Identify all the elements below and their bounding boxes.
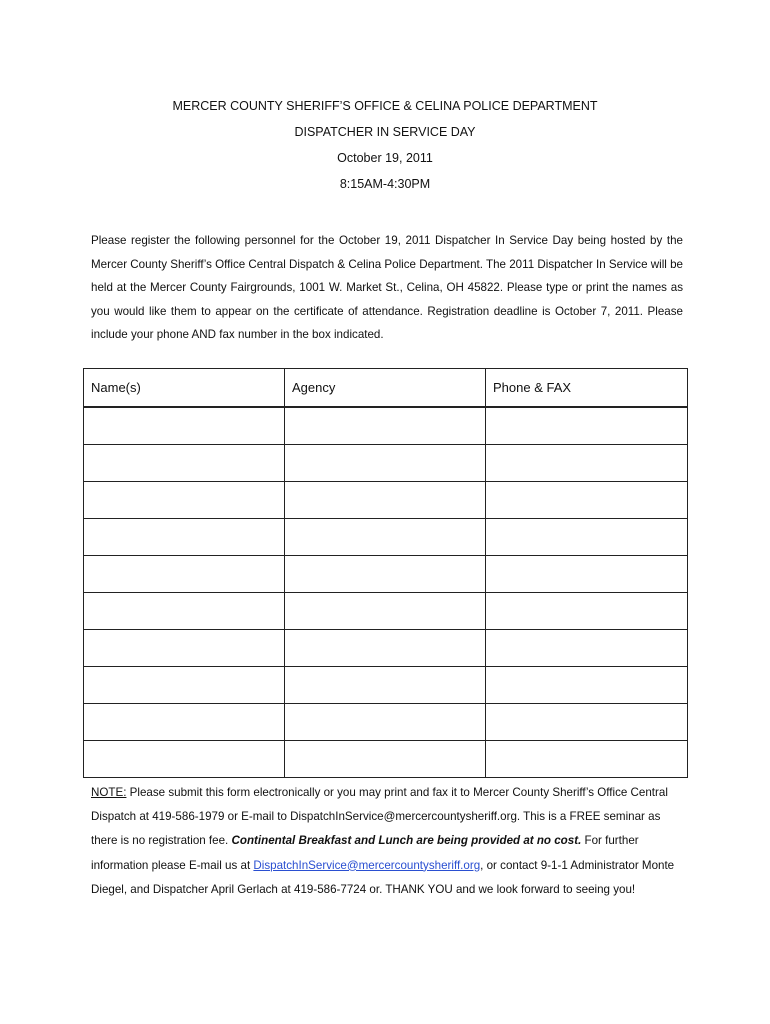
agency-cell[interactable] xyxy=(285,556,486,593)
name-cell[interactable] xyxy=(84,667,285,704)
phone-fax-cell[interactable] xyxy=(486,593,688,630)
phone-fax-cell[interactable] xyxy=(486,630,688,667)
note-paragraph xyxy=(91,781,687,902)
document-header xyxy=(0,96,770,200)
phone-fax-cell[interactable] xyxy=(486,667,688,704)
header-organizations: MERCER COUNTY SHERIFF’S OFFICE & CELINA POLICE DEPARTMENT xyxy=(172,99,598,113)
column-header-names: Name(s) xyxy=(84,369,285,408)
table-row xyxy=(84,741,688,778)
note-text-part1: Please submit this form electronically or you may print and fax it to Mercer County Sheriff’s Office Central Dispatch at 419-586-1979 or E-mail to DispatchInService@mercercountysheriff.org. This is a FREE seminar as there is no registration fee. xyxy=(91,786,668,848)
table-row xyxy=(84,482,688,519)
name-cell[interactable] xyxy=(84,593,285,630)
registration-rows xyxy=(84,407,688,778)
email-link[interactable]: DispatchInService@mercercountysheriff.org xyxy=(253,858,481,872)
phone-fax-cell[interactable] xyxy=(486,407,688,445)
table-row xyxy=(84,519,688,556)
phone-fax-cell[interactable] xyxy=(486,741,688,778)
note-emphasis: Continental Breakfast and Lunch are being provided at no cost. xyxy=(231,834,582,848)
column-header-agency: Agency xyxy=(285,369,486,408)
note-text-part3: , or contact 9-1-1 Administrator Monte Diegel, and Dispatcher April Gerlach at 419-586-7724 or. THANK YOU and we look forward to seeing you! xyxy=(91,858,675,896)
agency-cell[interactable] xyxy=(285,704,486,741)
table-row xyxy=(84,556,688,593)
agency-cell[interactable] xyxy=(285,667,486,704)
registration-table xyxy=(83,368,688,778)
name-cell[interactable] xyxy=(84,556,285,593)
phone-fax-cell[interactable] xyxy=(486,482,688,519)
agency-cell[interactable] xyxy=(285,407,486,445)
column-header-phone-fax: Phone & FAX xyxy=(486,369,688,408)
table-row xyxy=(84,593,688,630)
table-row xyxy=(84,630,688,667)
name-cell[interactable] xyxy=(84,630,285,667)
name-cell[interactable] xyxy=(84,445,285,482)
note-text-part2: For further information please E-mail us at xyxy=(91,834,639,872)
name-cell[interactable] xyxy=(84,407,285,445)
header-event-time: 8:15AM-4:30PM xyxy=(339,177,431,191)
table-row xyxy=(84,445,688,482)
agency-cell[interactable] xyxy=(285,445,486,482)
table-header-row xyxy=(84,369,688,408)
phone-fax-cell[interactable] xyxy=(486,556,688,593)
agency-cell[interactable] xyxy=(285,482,486,519)
table-row xyxy=(84,407,688,445)
header-event-title: DISPATCHER IN SERVICE DAY xyxy=(294,125,476,139)
header-event-date: October 19, 2011 xyxy=(337,151,433,165)
name-cell[interactable] xyxy=(84,704,285,741)
agency-cell[interactable] xyxy=(285,630,486,667)
phone-fax-cell[interactable] xyxy=(486,519,688,556)
agency-cell[interactable] xyxy=(285,741,486,778)
table-row xyxy=(84,704,688,741)
agency-cell[interactable] xyxy=(285,519,486,556)
name-cell[interactable] xyxy=(84,519,285,556)
note-label: NOTE: xyxy=(91,786,127,799)
intro-paragraph: Please register the following personnel for the October 19, 2011 Dispatcher In Service Day being hosted by the Mercer County Sheriff’s Office Central Dispatch & Celina Police Department. The 2011 Dispatcher In Service will be held at the Mercer County Fairgrounds, 1001 W. Market St., Celina, OH 45822. Please type or print the names as you would like them to appear on the certificate of attendance. Registration deadline is October 7, 2011. Please include your phone AND fax number in the box indicated. xyxy=(91,234,683,342)
name-cell[interactable] xyxy=(84,482,285,519)
name-cell[interactable] xyxy=(84,741,285,778)
phone-fax-cell[interactable] xyxy=(486,704,688,741)
agency-cell[interactable] xyxy=(285,593,486,630)
phone-fax-cell[interactable] xyxy=(486,445,688,482)
table-row xyxy=(84,667,688,704)
